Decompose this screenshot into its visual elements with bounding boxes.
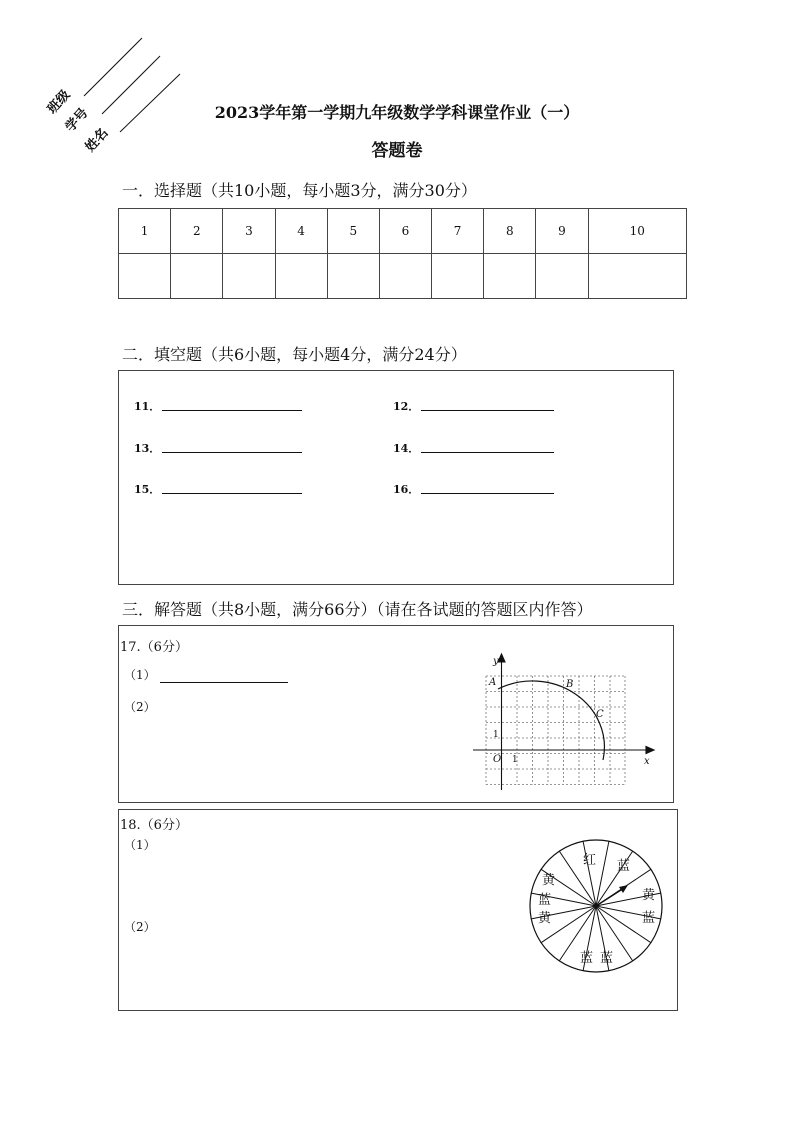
blank-line-15[interactable] xyxy=(162,493,302,494)
blank-label-13: 13． xyxy=(134,442,161,455)
q17-origin-label: O xyxy=(493,754,502,765)
choice-answer-cell[interactable] xyxy=(327,254,379,299)
q17-point-a-label: A xyxy=(489,677,497,688)
choice-number: 8 xyxy=(484,209,536,254)
blank-line-14[interactable] xyxy=(421,452,554,453)
spinner-label-blue-top: 蓝 xyxy=(617,859,631,874)
choice-answer-cell[interactable] xyxy=(119,254,171,299)
q17-x-unit-label: 1 xyxy=(512,755,518,765)
blank-label-16: 16． xyxy=(393,483,420,496)
page-title: 2023学年第一学期九年级数学学科课堂作业（一） xyxy=(214,103,580,122)
choice-number: 6 xyxy=(379,209,431,254)
blank-label-15: 15． xyxy=(134,483,161,496)
blank-label-11: 11． xyxy=(134,400,161,413)
section3-heading: 三．解答题（共8小题，满分66分）（请在各试题的答题区内作答） xyxy=(122,600,593,619)
choice-number: 9 xyxy=(536,209,588,254)
choice-answer-table xyxy=(118,208,687,299)
section1-heading: 一．选择题（共10小题，每小题3分，满分30分） xyxy=(122,181,477,200)
blank-label-14: 14． xyxy=(393,442,420,455)
q17-x-axis-label: x xyxy=(644,756,650,767)
spinner-label-blue-bottom-2: 蓝 xyxy=(600,951,614,966)
q18-spinner xyxy=(528,838,668,978)
choice-number: 1 xyxy=(119,209,171,254)
spinner-label-blue-left: 蓝 xyxy=(538,893,552,908)
choice-number: 5 xyxy=(327,209,379,254)
blank-line-11[interactable] xyxy=(162,410,302,411)
choice-answer-cell[interactable] xyxy=(484,254,536,299)
choice-answer-cell[interactable] xyxy=(588,254,686,299)
choice-answer-cell[interactable] xyxy=(223,254,275,299)
q17-part1-blank[interactable] xyxy=(160,682,288,683)
blank-label-12: 12． xyxy=(393,400,420,413)
choice-answer-cell[interactable] xyxy=(536,254,588,299)
q18-part2-label: （2） xyxy=(124,920,156,934)
q17-point-b-label: B xyxy=(566,679,574,690)
q17-y-unit-label: 1 xyxy=(493,730,499,740)
spinner-label-yellow-left-top: 黄 xyxy=(542,873,556,888)
choice-number: 10 xyxy=(588,209,686,254)
spinner-label-yellow-left: 黄 xyxy=(538,911,552,926)
name-label: 姓名 xyxy=(82,125,112,155)
q17-grid xyxy=(486,676,625,785)
section2-heading: 二．填空题（共6小题，每小题4分，满分24分） xyxy=(122,345,467,364)
blank-line-13[interactable] xyxy=(162,452,302,453)
blank-line-16[interactable] xyxy=(421,493,554,494)
choice-number: 3 xyxy=(223,209,275,254)
q17-heading: 17.（6分） xyxy=(120,640,188,655)
choice-answer-cell[interactable] xyxy=(432,254,484,299)
q17-point-c-label: C xyxy=(596,709,604,720)
spinner-label-red: 红 xyxy=(583,853,597,868)
q17-part2-label: （2） xyxy=(124,700,156,714)
q17-y-axis-label: y xyxy=(493,656,499,667)
spinner-label-blue-bottom-1: 蓝 xyxy=(580,951,594,966)
spinner-label-yellow-right: 黄 xyxy=(642,888,656,903)
student-id-label: 学号 xyxy=(62,105,92,135)
choice-answer-cell[interactable] xyxy=(275,254,327,299)
q17-coordinate-figure xyxy=(468,652,658,794)
q17-arc xyxy=(498,681,604,760)
q18-part1-label: （1） xyxy=(124,838,156,852)
choice-number: 7 xyxy=(432,209,484,254)
choice-answer-cell[interactable] xyxy=(171,254,223,299)
choice-answer-cell[interactable] xyxy=(379,254,431,299)
choice-number: 4 xyxy=(275,209,327,254)
spinner-pointer-head xyxy=(619,885,628,893)
class-label: 班级 xyxy=(44,87,74,117)
spinner-label-blue-right: 蓝 xyxy=(642,911,656,926)
choice-number: 2 xyxy=(171,209,223,254)
page-subtitle: 答题卷 xyxy=(371,141,423,161)
blank-line-12[interactable] xyxy=(421,410,554,411)
q17-part1-label: （1） xyxy=(124,668,156,682)
q18-heading: 18.（6分） xyxy=(120,818,188,833)
